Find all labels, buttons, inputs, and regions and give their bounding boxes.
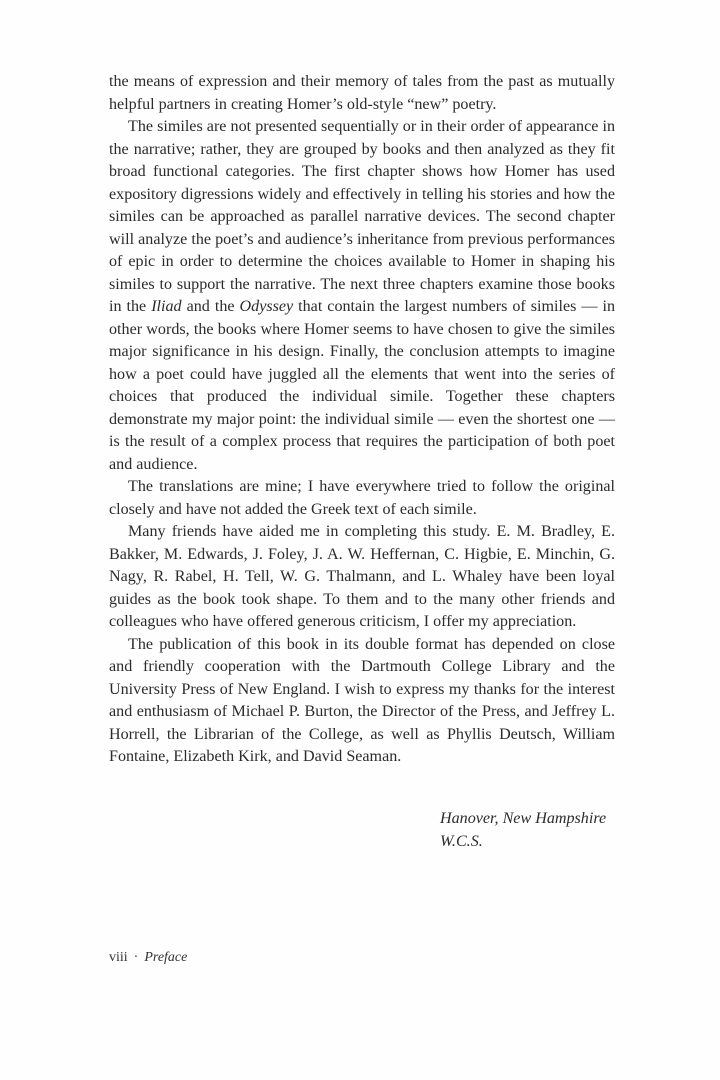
paragraph — [109, 71, 615, 116]
italic-title: Iliad — [151, 298, 182, 315]
italic-title: Odyssey — [239, 298, 294, 315]
signature-block — [440, 808, 606, 853]
signature-initials: W.C.S. — [440, 832, 483, 850]
text-run: The translations are mine; I have everywhere tried to follow the original closely and have not added the Greek text of each simile. — [109, 478, 615, 518]
text-run: and the — [181, 298, 240, 315]
page-number: viii — [109, 950, 128, 965]
body-text — [109, 71, 615, 769]
paragraph — [109, 476, 615, 521]
paragraph — [109, 521, 615, 634]
section-title: Preface — [144, 950, 188, 965]
signature-place: Hanover, New Hampshire — [440, 810, 607, 827]
text-run: Many friends have aided me in completing this study. E. M. Bradley, E. Bakker, M. Edwards, J. Foley, J. A. W. Heffernan, C. Higbie, E. Minchin, G. Nagy, R. Rabel, H. Tell, W. G. Thalmann, and L. Whaley have been loyal guides as the book took shape. To them and to the many other friends and colleagues who have offered generous criticism, I offer my appreciation. — [109, 523, 615, 630]
paragraph — [109, 634, 615, 769]
text-run: The publication of this book in its double format has depended on close and friendly cooperation with the Dartmouth College Library and the University Press of New England. I wish to express my thanks for the interest and enthusiasm of Michael P. Burton, the Director of the Press, and Jeffrey L. Horrell, the Librarian of the College, as well as Phyllis Deutsch, William Fontaine, Elizabeth Kirk, and David Seaman. — [109, 635, 615, 765]
text-run: that contain the largest numbers of similes — in other words, the books where Homer seems to have chosen to give the similes major significance in his design. Finally, the conclusion attempts to imagine how a poet could have juggled all the elements that went into the series of choices that produced the individual simile. Together these chapters demonstrate my major point: the individual simile — even the shortest one — is the result of a complex process that requires the participation of both poet and audience. — [109, 298, 616, 473]
paragraph — [109, 116, 615, 476]
text-run: The similes are not presented sequentially or in their order of appearance in the narrative; rather, they are grouped by books and then analyzed as they fit broad functional categories. The first chapter shows how Homer has used expository digressions widely and effectively in telling his stories and how the similes can be approached as parallel narrative devices. The second chapter will analyze the poet’s and audience’s inheritance from previous performances of epic in order to determine the choices available to Homer in shaping his similes to support the narrative. The next three chapters examine those books in the — [109, 118, 615, 315]
text-run: the means of expression and their memory of tales from the past as mutually helpful partners in creating Homer’s old-style “new” poetry. — [109, 73, 615, 113]
footer-separator: · — [133, 950, 139, 965]
running-footer — [109, 948, 187, 968]
